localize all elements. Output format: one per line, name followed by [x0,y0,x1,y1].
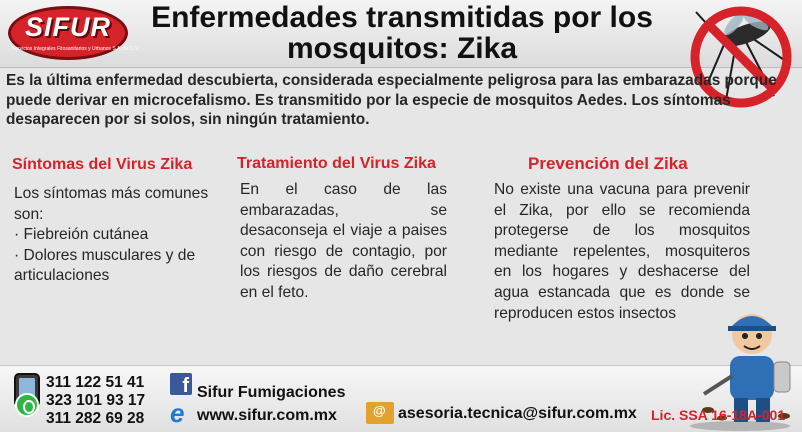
header [0,0,802,68]
website-link[interactable]: www.sifur.com.mx [197,407,337,424]
facebook-icon[interactable]: f [170,373,192,395]
internet-explorer-icon[interactable]: e [170,398,185,428]
phone-list [46,374,145,428]
phone-number[interactable]: 323 101 93 17 [46,392,146,409]
email-icon[interactable] [366,402,394,424]
intro-text: Es la última enfermedad descubierta, considerada especialmente peligrosa para las embarazadas porque puede derivar en microcefalismo. Es transmitido por la especie de mosquitos Aedes. Los síntomas desaparecen por si solos, sin ningún tratamiento. [6,72,777,128]
treatment-body: En el caso de las embarazadas, se desaconseja el viaje a paises con riesgo de contagio, por los riesgos de daño cerebral en el feto. [240,181,447,301]
symptoms-heading: Síntomas del Virus Zika [12,156,193,173]
prevention-heading: Prevención del Zika [528,154,688,173]
phone-number[interactable]: 311 282 69 28 [46,410,145,427]
license-number: Lic. SSA 16-18A-001 [651,407,786,423]
facebook-link[interactable]: Sifur Fumigaciones [197,384,346,401]
whatsapp-icon [15,393,39,417]
symptoms-body [14,184,214,287]
treatment-heading: Tratamiento del Virus Zika [237,155,436,172]
page-title: Enfermedades transmitidas por los mosquitos: Zika [151,1,653,65]
phone-number[interactable]: 311 122 51 41 [46,374,145,391]
logo-text: SIFUR [25,12,111,42]
sifur-logo [8,6,140,60]
symptom-item: · Dolores musculares y de articulaciones [14,246,196,285]
logo-tagline: Servicios Integrales Fitosanitarios y Urbanos S.A. de C.V. [12,46,140,52]
symptom-item: · Fiebreión cutánea [14,226,149,244]
email-link[interactable]: asesoria.tecnica@sifur.com.mx [398,405,637,422]
symptoms-lead: Los síntomas más comunes son: [14,185,209,223]
prevention-body: No existe una vacuna para prevenir el Zika, por ello se recomienda protegerse de los mosquitos mediante repelentes, mosquiteros en los hogares y deshacerse del agua estancada que es donde se reproducen estos insectos [494,181,750,322]
